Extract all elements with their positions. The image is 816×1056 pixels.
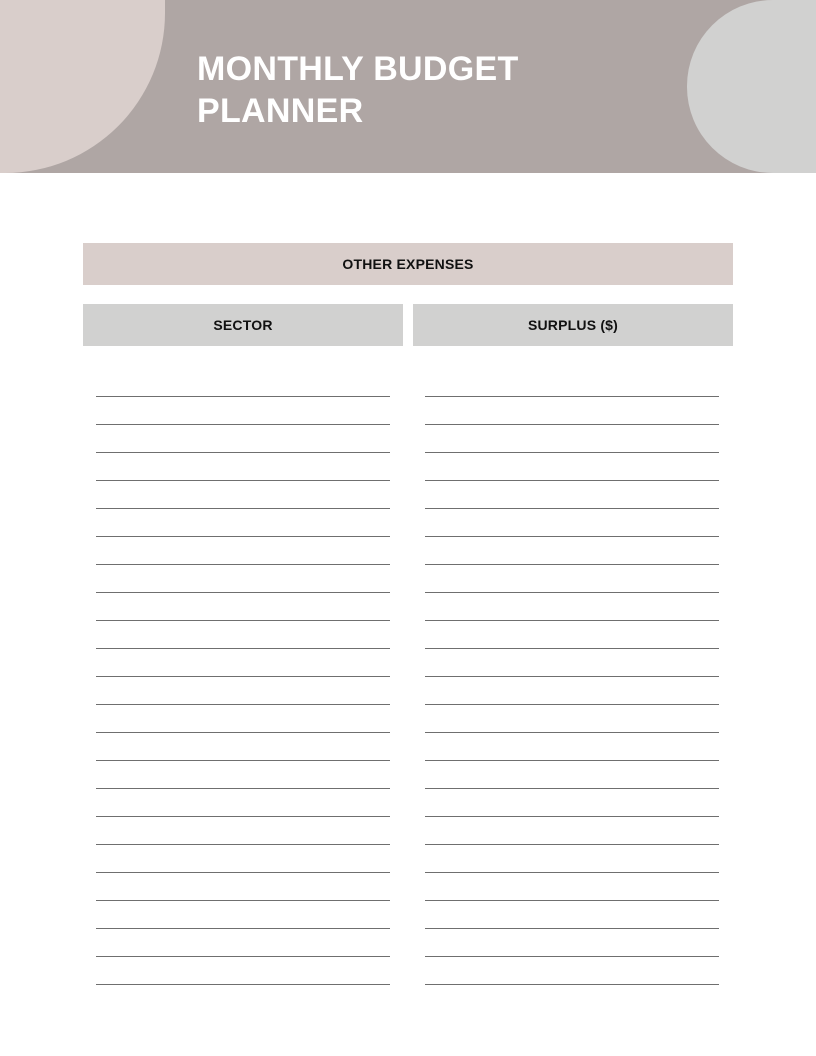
surplus-entry-line[interactable] — [425, 789, 719, 817]
sector-entry-lines — [96, 369, 390, 985]
surplus-entry-line[interactable] — [425, 929, 719, 957]
surplus-entry-line[interactable] — [425, 481, 719, 509]
sector-entry-line[interactable] — [96, 901, 390, 929]
surplus-entry-line[interactable] — [425, 369, 719, 397]
sector-entry-line[interactable] — [96, 957, 390, 985]
sector-entry-line[interactable] — [96, 845, 390, 873]
sector-entry-line[interactable] — [96, 873, 390, 901]
sector-entry-line[interactable] — [96, 425, 390, 453]
surplus-entry-line[interactable] — [425, 537, 719, 565]
page-header — [0, 0, 816, 173]
surplus-entry-line[interactable] — [425, 845, 719, 873]
sector-entry-line[interactable] — [96, 397, 390, 425]
surplus-entry-line[interactable] — [425, 817, 719, 845]
sector-entry-line[interactable] — [96, 677, 390, 705]
sector-entry-line[interactable] — [96, 565, 390, 593]
surplus-entry-line[interactable] — [425, 957, 719, 985]
surplus-entry-line[interactable] — [425, 677, 719, 705]
decorative-right-shape — [687, 0, 816, 173]
surplus-column-label: SURPLUS ($) — [527, 317, 619, 333]
sector-entry-line[interactable] — [96, 537, 390, 565]
sector-entry-line[interactable] — [96, 705, 390, 733]
sector-entry-line[interactable] — [96, 929, 390, 957]
surplus-entry-line[interactable] — [425, 733, 719, 761]
section-heading-label: OTHER EXPENSES — [342, 256, 474, 272]
title-line-2: PLANNER — [197, 92, 364, 130]
surplus-entry-line[interactable] — [425, 425, 719, 453]
sector-column-label: SECTOR — [213, 317, 273, 333]
sector-entry-line[interactable] — [96, 621, 390, 649]
surplus-entry-line[interactable] — [425, 509, 719, 537]
sector-entry-line[interactable] — [96, 649, 390, 677]
surplus-entry-line[interactable] — [425, 873, 719, 901]
surplus-entry-line[interactable] — [425, 621, 719, 649]
surplus-entry-line[interactable] — [425, 593, 719, 621]
title-line-1: MONTHLY BUDGET — [197, 50, 519, 88]
sector-entry-line[interactable] — [96, 481, 390, 509]
page-title — [197, 48, 519, 132]
sector-entry-line[interactable] — [96, 369, 390, 397]
section-heading — [83, 243, 733, 285]
sector-entry-line[interactable] — [96, 817, 390, 845]
sector-entry-line[interactable] — [96, 593, 390, 621]
decorative-left-shape — [0, 0, 165, 173]
sector-entry-line[interactable] — [96, 453, 390, 481]
surplus-entry-lines — [425, 369, 719, 985]
surplus-entry-line[interactable] — [425, 761, 719, 789]
surplus-entry-line[interactable] — [425, 397, 719, 425]
sector-entry-line[interactable] — [96, 761, 390, 789]
sector-entry-line[interactable] — [96, 789, 390, 817]
surplus-column-header — [413, 304, 733, 346]
surplus-entry-line[interactable] — [425, 565, 719, 593]
sector-entry-line[interactable] — [96, 733, 390, 761]
surplus-entry-line[interactable] — [425, 901, 719, 929]
sector-column-header — [83, 304, 403, 346]
surplus-entry-line[interactable] — [425, 649, 719, 677]
surplus-entry-line[interactable] — [425, 453, 719, 481]
sector-entry-line[interactable] — [96, 509, 390, 537]
surplus-entry-line[interactable] — [425, 705, 719, 733]
